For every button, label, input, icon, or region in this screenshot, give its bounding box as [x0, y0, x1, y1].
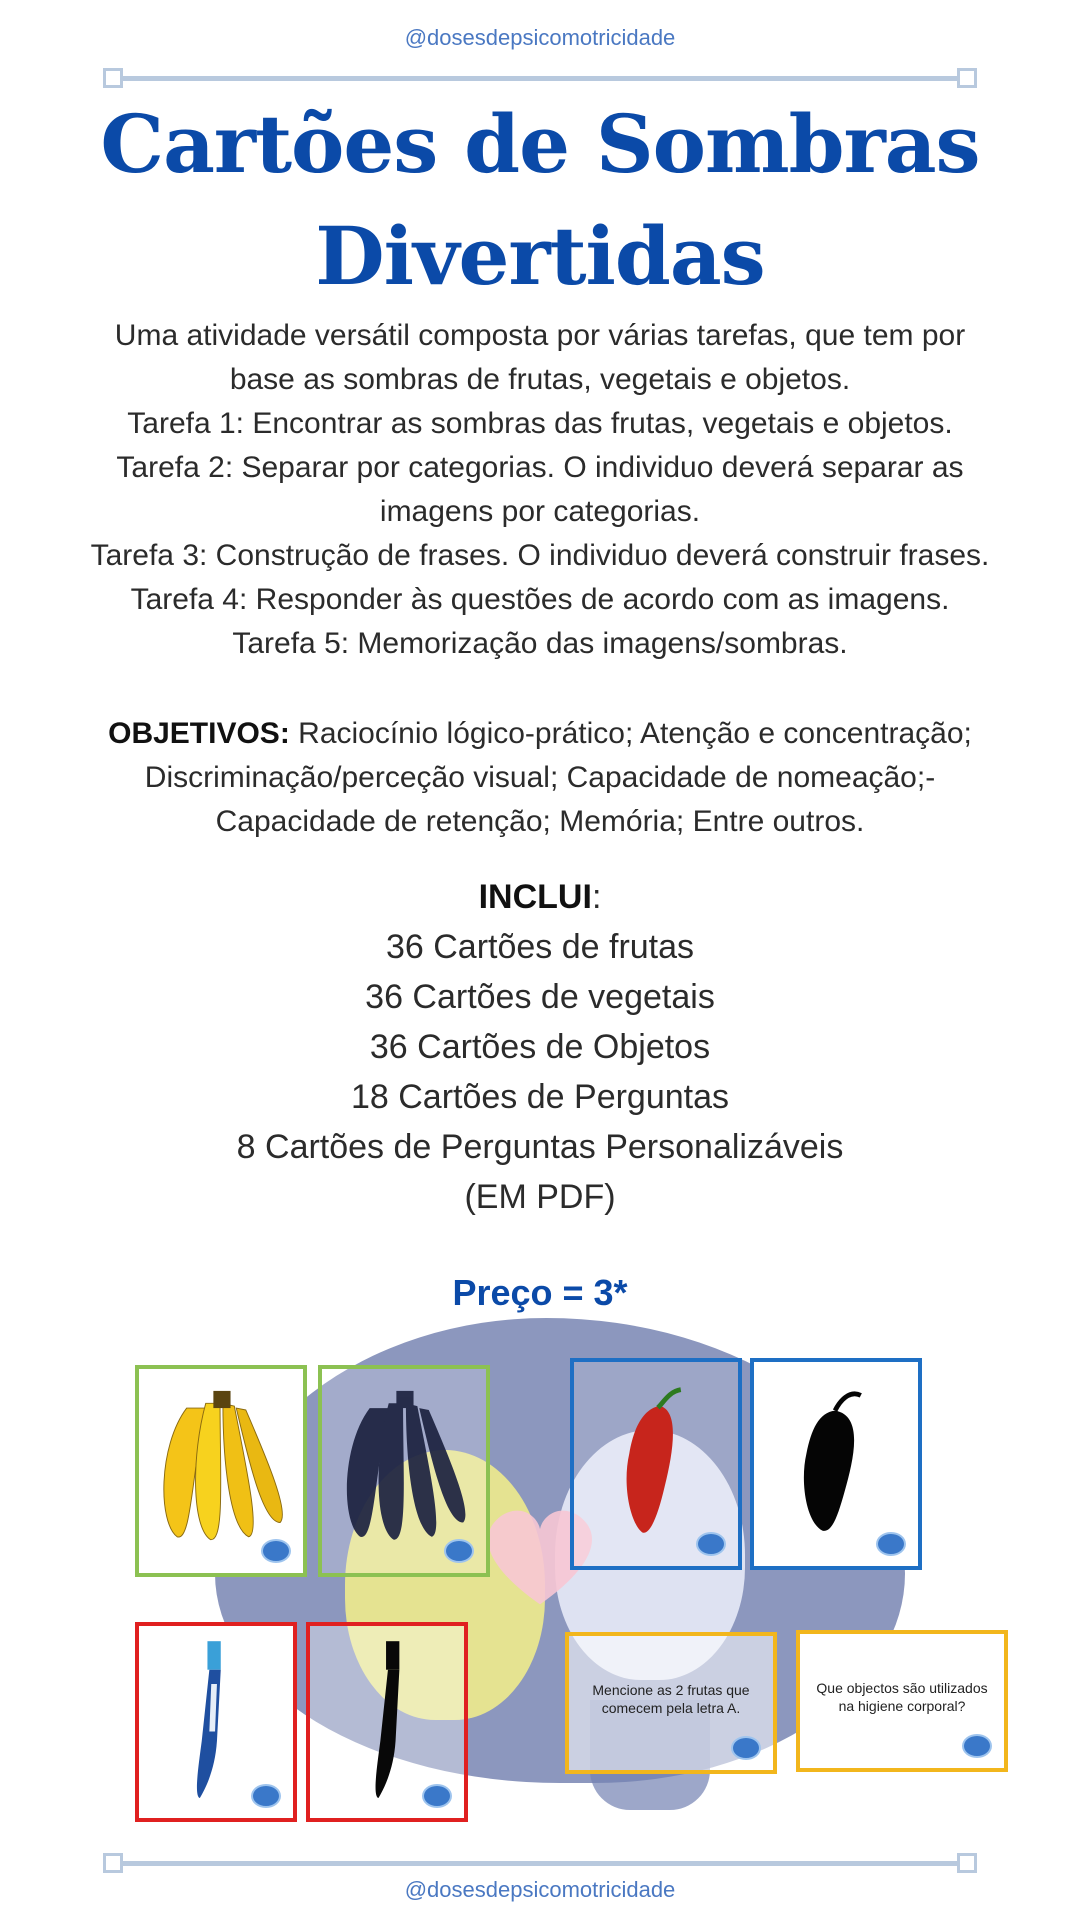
includes-item: 18 Cartões de Perguntas: [350, 1078, 730, 1116]
logo-badge-icon: [251, 1784, 281, 1808]
includes-item: (EM PDF): [464, 1178, 616, 1216]
objectives-line-3: Capacidade de retenção; Memória; Entre outros.: [215, 805, 865, 838]
objectives-label: OBJETIVOS:: [108, 717, 290, 750]
title-line-2: Divertidas: [315, 209, 765, 303]
description-line: Tarefa 4: Responder às questões de acordo com as imagens.: [130, 583, 950, 616]
logo-badge-icon: [962, 1734, 992, 1758]
description-line: Tarefa 5: Memorização das imagens/sombras.: [232, 627, 848, 660]
logo-badge-icon: [876, 1532, 906, 1556]
card-banana-shadow: [318, 1365, 490, 1577]
description-line: Tarefa 2: Separar por categorias. O individuo deverá separar as: [116, 451, 964, 484]
question-card-2: [796, 1630, 1008, 1772]
description: [40, 314, 1040, 666]
handle-top: @dosesdepsicomotricidade: [404, 25, 676, 50]
includes-item: 36 Cartões de frutas: [385, 928, 695, 966]
objectives-line-2: Discriminação/perceção visual; Capacidade de nomeação;-: [144, 761, 936, 794]
top-rule: [117, 76, 963, 81]
includes-label: INCLUI: [478, 878, 592, 916]
description-line: Uma atividade versátil composta por várias tarefas, que tem por: [114, 319, 966, 352]
includes-item: 8 Cartões de Perguntas Personalizáveis: [236, 1128, 844, 1166]
logo-badge-icon: [444, 1539, 474, 1563]
includes: [40, 872, 1040, 1222]
question-card-1-text: Mencione as 2 frutas que comecem pela letra A.: [592, 1682, 750, 1716]
includes-heading: [40, 872, 1040, 922]
includes-item: 36 Cartões de Objetos: [369, 1028, 711, 1066]
bottom-rule: [117, 1861, 963, 1866]
logo-badge-icon: [261, 1539, 291, 1563]
description-line: imagens por categorias.: [379, 495, 701, 528]
description-line: base as sombras de frutas, vegetais e objetos.: [229, 363, 851, 396]
card-banana: [135, 1365, 307, 1577]
rule-cap-right: [957, 68, 977, 88]
objectives-line-1: [40, 712, 1040, 756]
logo-badge-icon: [422, 1784, 452, 1808]
price: Preço = 3*: [452, 1272, 628, 1313]
handle-bottom: @dosesdepsicomotricidade: [404, 1877, 676, 1902]
card-pepper-shadow: [750, 1358, 922, 1570]
card-toothbrush: [135, 1622, 297, 1822]
page-title: [60, 88, 1020, 312]
question-card-1: [565, 1632, 777, 1774]
includes-colon: :: [591, 878, 602, 916]
description-line: Tarefa 1: Encontrar as sombras das frutas, vegetais e objetos.: [127, 407, 953, 440]
title-line-1: Cartões de Sombras: [100, 97, 980, 191]
objectives: [40, 712, 1040, 844]
card-toothbrush-shadow: [306, 1622, 468, 1822]
card-pepper: [570, 1358, 742, 1570]
rule-cap-left: [103, 68, 123, 88]
objectives-text: Raciocínio lógico-prático; Atenção e concentração;: [289, 717, 972, 750]
question-card-2-text: Que objectos são utilizados na higiene corporal?: [816, 1680, 988, 1714]
includes-item: 36 Cartões de vegetais: [365, 978, 715, 1016]
description-line: Tarefa 3: Construção de frases. O individuo deverá construir frases.: [90, 539, 990, 572]
logo-badge-icon: [696, 1532, 726, 1556]
rule-cap-right: [957, 1853, 977, 1873]
rule-cap-left: [103, 1853, 123, 1873]
logo-badge-icon: [731, 1736, 761, 1760]
